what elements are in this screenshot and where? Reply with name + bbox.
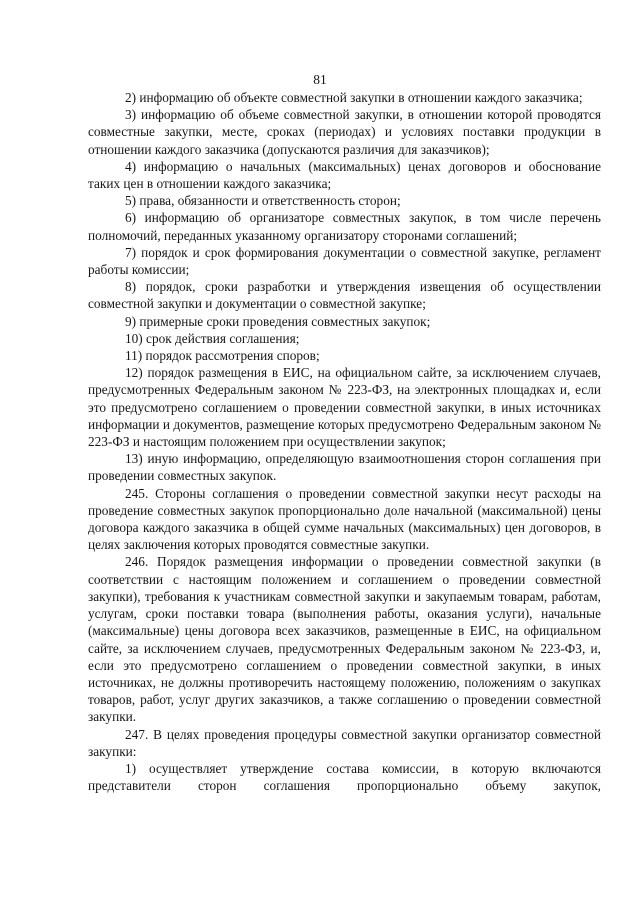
list-item-8: 8) порядок, сроки разработки и утверждения извещения об осуществлении совместной закупки и документации о совместной закупке; [88,279,601,312]
list-item-2: 2) информацию об объекте совместной закупки в отношении каждого заказчика; [125,90,583,105]
paragraph-246: 246. Порядок размещения информации о проведении совместной закупки (в соответствии с настоящим положением и соглашением о проведении совместной закупки), требования к участникам совместной закупки и закупаемым товарам, работам, услугам, сроки поставки товара (выполнения работы, оказания услуги), начальные (максимальные) цены договора всех заказчиков, размещенные в ЕИС, на официальном сайте, за исключением случаев, предусмотренных Федеральным законом № 223-ФЗ, и, если это предусмотрено соглашением о проведении совместной закупки, в иных источниках, не должны противоречить настоящему положению, положениям о закупках товаров, работ, услуг других заказчиков, а также соглашению о проведении совместной закупки. [88,554,601,725]
list-item-7: 7) порядок и срок формирования документации о совместной закупке, регламент работы комиссии; [88,244,601,278]
list-item-5: 5) права, обязанности и ответственность сторон; [125,193,401,209]
list-item-9: 9) примерные сроки проведения совместных закупок; [125,313,431,329]
list-item-13: 13) иную информацию, определяющую взаимоотношения сторон соглашения при проведении совместных закупок. [88,451,601,484]
list-item-4: 4) информацию о начальных (максимальных) ценах договоров и обоснование таких цен в отношении каждого заказчика; [88,158,601,192]
list-item-11: 11) порядок рассмотрения споров; [125,348,320,364]
list-item-12: 12) порядок размещения в ЕИС, на официальном сайте, за исключением случаев, предусмотренных Федеральным законом № 223-ФЗ, на электронных площадках и, если это предусмотрено соглашением о проведении совместной закупки, в иных источниках информации и документов, размещение которых предусмотрено Федеральным законом № 223-ФЗ и настоящим положением при осуществлении закупок; [88,365,601,450]
document-body [88,89,601,794]
list-item-6: 6) информацию об организаторе совместных закупок, в том числе перечень полномочий, переданных указанному организатору сторонами соглашений; [88,210,601,243]
page-number: 81 [313,72,327,87]
list-item-10: 10) срок действия соглашения; [125,330,300,346]
list-item-3: 3) информацию об объеме совместной закупки, в отношении которой проводятся совместные закупки, месте, сроках (периодах) и условиях поставки продукции в отношении каждого заказчика (допускаются различия для заказчиков); [88,107,601,157]
paragraph-247-item-1: 1) осуществляет утверждение состава комиссии, в которую включаются представители сторон соглашения пропорционально объему закупок, [88,760,601,794]
paragraph-245: 245. Стороны соглашения о проведении совместной закупки несут расходы на проведение совместных закупок пропорционально доле начальной (максимальной) цены договора каждого заказчика в общей сумме начальных (максимальных) цен договоров, в целях заключения которых проводятся совместные закупки. [88,485,601,553]
paragraph-247: 247. В целях проведения процедуры совместной закупки организатор совместной закупки: [88,726,601,759]
